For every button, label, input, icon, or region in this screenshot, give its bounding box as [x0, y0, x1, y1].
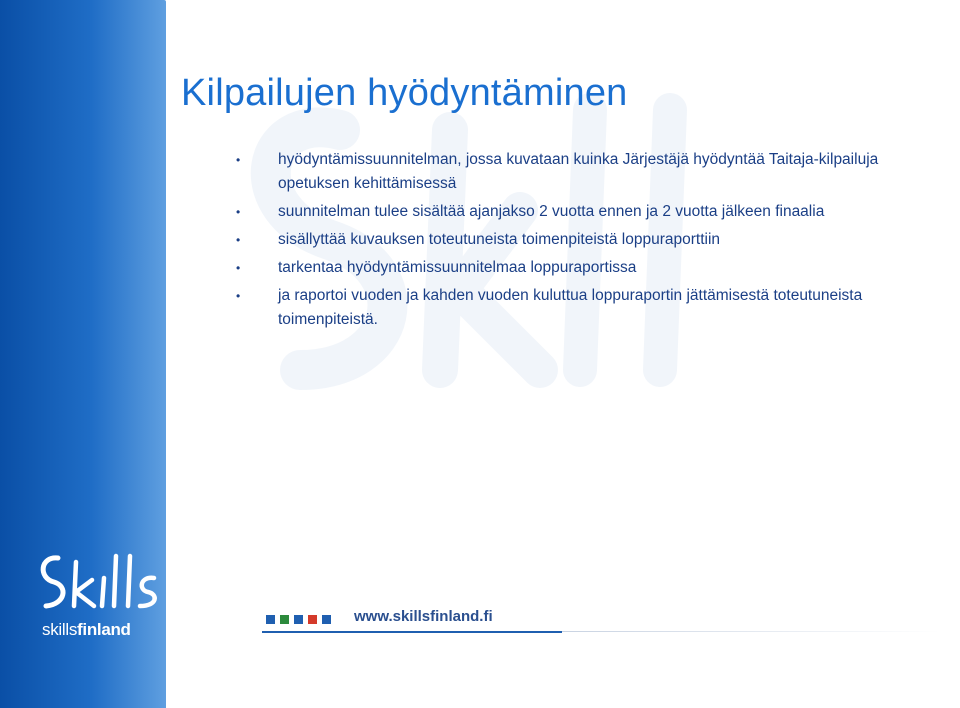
- list-item: [236, 228, 946, 252]
- list-item: [236, 284, 946, 332]
- footer-square-icon: [308, 615, 317, 624]
- bullet-icon: •: [236, 205, 241, 219]
- bullet-text: ja raportoi vuoden ja kahden vuoden kuluttua loppuraportin jättämisestä toteutuneista toimenpiteistä.: [278, 287, 863, 328]
- bullet-icon: •: [236, 261, 241, 275]
- skills-finland-logo: [36, 548, 166, 658]
- bullet-text: suunnitelman tulee sisältää ajanjakso 2 vuotta ennen ja 2 vuotta jälkeen finaalia: [278, 203, 825, 220]
- bullet-text: hyödyntämissuunnitelman, jossa kuvataan kuinka Järjestäjä hyödyntää Taitaja-kilpailuja opetuksen kehittämisessä: [278, 151, 879, 192]
- bullet-icon: •: [236, 153, 241, 167]
- footer-divider: [262, 631, 562, 633]
- footer-square-icon: [266, 615, 275, 624]
- footer-bar: [262, 606, 940, 636]
- list-item: [236, 256, 946, 280]
- bullet-icon: •: [236, 233, 241, 247]
- bullet-list: [236, 148, 946, 336]
- wordmark-suffix: finland: [77, 620, 131, 639]
- footer-square-icon: [294, 615, 303, 624]
- bullet-text: sisällyttää kuvauksen toteutuneista toimenpiteistä loppuraporttiin: [278, 231, 721, 248]
- slide-title: Kilpailujen hyödyntäminen: [181, 72, 628, 114]
- footer-url: www.skillsfinland.fi: [354, 608, 493, 625]
- skills-script-logo-icon: [36, 548, 166, 618]
- wordmark-prefix: skills: [42, 620, 78, 639]
- skillsfinland-wordmark: [42, 620, 131, 640]
- list-item: [236, 148, 946, 196]
- footer-square-icon: [280, 615, 289, 624]
- list-item: [236, 200, 946, 224]
- footer-square-icon: [322, 615, 331, 624]
- bullet-icon: •: [236, 289, 241, 303]
- footer-divider-fade: [562, 631, 940, 632]
- bullet-text: tarkentaa hyödyntämissuunnitelmaa loppuraportissa: [278, 259, 637, 276]
